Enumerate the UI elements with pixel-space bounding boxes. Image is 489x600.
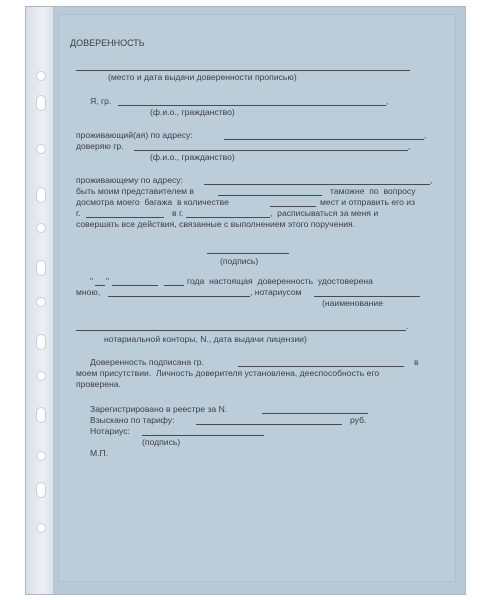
period: . <box>406 321 409 331</box>
place-date-caption: (место и дата выдачи доверенности прописью) <box>108 72 297 82</box>
principal-name-field[interactable] <box>118 105 386 106</box>
principal-name-caption: (ф.и.о., гражданство) <box>150 107 235 117</box>
notary-office-field[interactable] <box>314 296 420 297</box>
notary-certification-text: года настоящая доверенность удостоверена <box>187 276 373 286</box>
signed-text: Доверенность подписана гр. <box>90 357 204 367</box>
trustee-address-field[interactable] <box>204 184 430 185</box>
tariff-label: Взыскано по тарифу: <box>90 415 175 425</box>
date-quote: " <box>90 276 94 286</box>
signed-text: проверена. <box>76 379 121 389</box>
punch-hole <box>36 223 46 233</box>
trustee-address-label: проживающему по адресу: <box>76 175 183 185</box>
representative-text: совершать все действия, связанные с выполнением этого поручения. <box>76 219 356 229</box>
representative-text: г. <box>76 208 81 218</box>
document-title: ДОВЕРЕННОСТЬ <box>70 38 145 48</box>
day-field[interactable] <box>95 285 105 286</box>
punch-hole <box>36 451 46 461</box>
punch-hole <box>36 523 46 533</box>
signed-text: в <box>414 357 419 367</box>
principal-address-label: проживающий(ая) по адресу: <box>76 130 193 140</box>
trustee-name-field[interactable] <box>134 150 408 151</box>
year-field[interactable] <box>164 285 184 286</box>
comma: , <box>430 175 433 185</box>
punch-hole <box>36 95 46 111</box>
punch-hole <box>36 297 46 307</box>
naming-caption: (наименование <box>322 298 383 308</box>
punch-hole <box>36 371 46 381</box>
punch-hole <box>36 407 46 423</box>
signer-name-field[interactable] <box>238 366 404 367</box>
punch-hole <box>36 482 46 498</box>
tariff-amount-field[interactable] <box>196 424 342 425</box>
punch-hole <box>36 187 46 203</box>
notary-office-details-field[interactable] <box>76 330 406 331</box>
signed-text: моем присутствии. Личность доверителя установлена, дееспособность его <box>76 368 380 378</box>
principal-address-field[interactable] <box>224 139 424 140</box>
month-field[interactable] <box>112 285 158 286</box>
registry-label: Зарегистрировано в реестре за N. <box>90 404 228 414</box>
punch-hole <box>36 144 46 154</box>
seal-label: М.П. <box>90 448 109 458</box>
comma: , <box>408 141 411 151</box>
to-city-field[interactable] <box>186 217 270 218</box>
punch-hole <box>36 71 46 81</box>
baggage-count-field[interactable] <box>270 206 316 207</box>
notary-signature-field[interactable] <box>142 435 264 436</box>
notary-office-caption: нотариальной конторы, N., дата выдачи лицензии) <box>104 334 307 344</box>
comma: , <box>386 96 389 106</box>
principal-signature-field[interactable] <box>207 253 289 254</box>
principal-label: Я, гр. <box>90 96 112 106</box>
trustee-name-caption: (ф.и.о., гражданство) <box>150 152 235 162</box>
representative-text: быть моим представителем в <box>76 186 194 196</box>
power-of-attorney-form <box>58 14 456 582</box>
trustee-label: доверяю гр. <box>76 141 124 151</box>
place-date-field[interactable] <box>76 70 410 71</box>
registry-number-field[interactable] <box>262 413 368 414</box>
tariff-currency: руб. <box>350 415 367 425</box>
punched-strip <box>26 7 54 594</box>
notary-label: Нотариус: <box>90 426 130 436</box>
notary-name-field[interactable] <box>108 296 250 297</box>
date-quote: " <box>106 276 110 286</box>
representative-text: мест и отправить его из <box>320 197 416 207</box>
comma: , <box>424 130 427 140</box>
representative-text: , расписываться за меня и <box>270 208 379 218</box>
signature-caption: (подпись) <box>142 437 181 447</box>
signature-caption: (подпись) <box>220 256 259 266</box>
notary-certification-text: мною, <box>76 287 101 297</box>
representative-text: досмотра моего багажа в количестве <box>76 197 229 207</box>
representative-text: в г. <box>172 208 184 218</box>
punch-hole <box>36 260 46 276</box>
punch-hole <box>36 334 46 350</box>
from-city-field[interactable] <box>86 217 164 218</box>
notary-certification-text: , нотариусом <box>250 287 302 297</box>
representative-text: таможне по вопросу <box>330 186 416 196</box>
customs-name-field[interactable] <box>218 195 322 196</box>
